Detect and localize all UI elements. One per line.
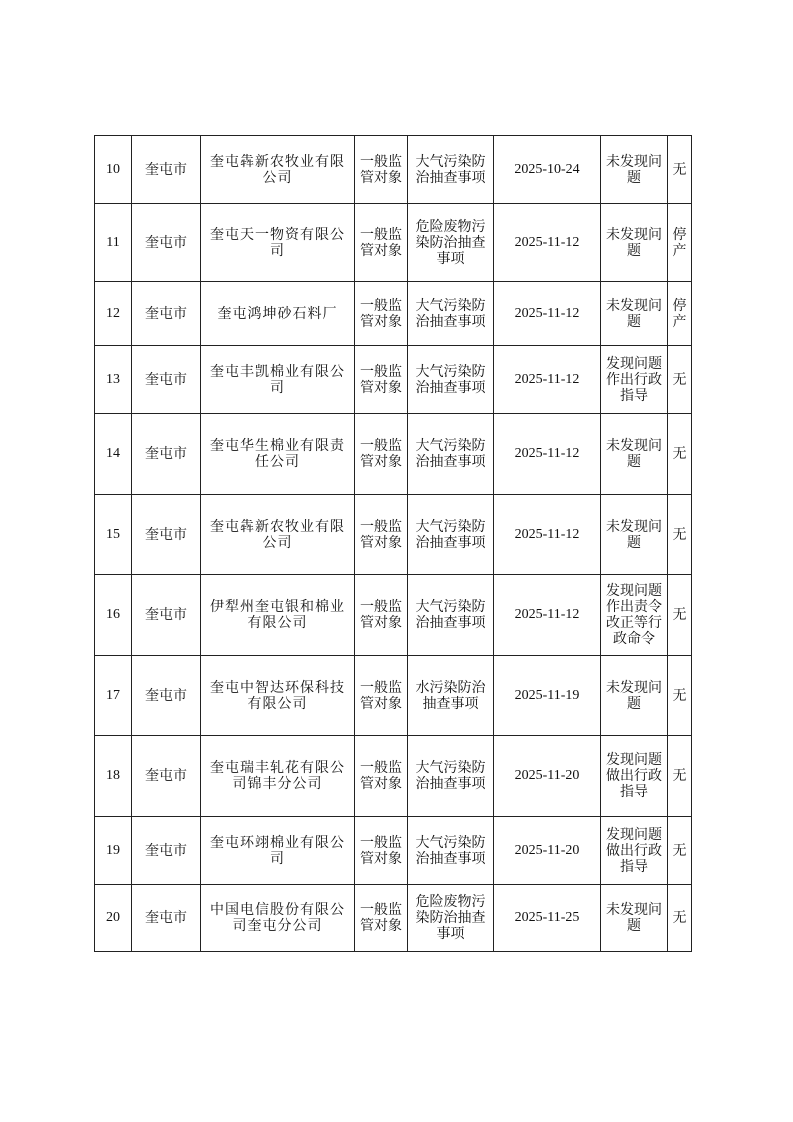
inspection-date-cell: 2025-11-12 bbox=[494, 575, 601, 656]
row-number: 12 bbox=[95, 282, 132, 346]
inspection-item-cell: 大气污染防治抽查事项 bbox=[408, 817, 494, 885]
supervision-object-cell: 一般监管对象 bbox=[355, 495, 408, 575]
row-number: 10 bbox=[95, 136, 132, 204]
row-number: 13 bbox=[95, 346, 132, 414]
table-row bbox=[95, 885, 692, 952]
remark-cell: 无 bbox=[668, 414, 692, 495]
inspection-date-cell: 2025-11-19 bbox=[494, 656, 601, 736]
row-number: 11 bbox=[95, 204, 132, 282]
table-row bbox=[95, 414, 692, 495]
remark-cell: 无 bbox=[668, 817, 692, 885]
city-cell: 奎屯市 bbox=[132, 204, 201, 282]
inspection-result-cell: 发现问题做出行政指导 bbox=[601, 817, 668, 885]
supervision-object-cell: 一般监管对象 bbox=[355, 575, 408, 656]
row-number: 14 bbox=[95, 414, 132, 495]
inspection-item-cell: 大气污染防治抽查事项 bbox=[408, 414, 494, 495]
inspection-item-cell: 危险废物污染防治抽查事项 bbox=[408, 204, 494, 282]
inspection-result-cell: 未发现问题 bbox=[601, 656, 668, 736]
remark-cell: 无 bbox=[668, 495, 692, 575]
company-name-cell: 奎屯环翊棉业有限公司 bbox=[201, 817, 355, 885]
supervision-object-cell: 一般监管对象 bbox=[355, 736, 408, 817]
city-cell: 奎屯市 bbox=[132, 575, 201, 656]
inspection-date-cell: 2025-11-12 bbox=[494, 204, 601, 282]
company-name-cell: 奎屯犇新农牧业有限公司 bbox=[201, 136, 355, 204]
table-row bbox=[95, 656, 692, 736]
remark-cell: 无 bbox=[668, 736, 692, 817]
inspection-item-cell: 危险废物污染防治抽查事项 bbox=[408, 885, 494, 952]
inspection-date-cell: 2025-11-12 bbox=[494, 282, 601, 346]
table-row bbox=[95, 346, 692, 414]
company-name-cell: 奎屯犇新农牧业有限公司 bbox=[201, 495, 355, 575]
supervision-object-cell: 一般监管对象 bbox=[355, 204, 408, 282]
row-number: 15 bbox=[95, 495, 132, 575]
inspection-item-cell: 大气污染防治抽查事项 bbox=[408, 575, 494, 656]
supervision-object-cell: 一般监管对象 bbox=[355, 282, 408, 346]
supervision-object-cell: 一般监管对象 bbox=[355, 885, 408, 952]
inspection-table bbox=[94, 135, 692, 952]
inspection-result-cell: 未发现问题 bbox=[601, 414, 668, 495]
supervision-object-cell: 一般监管对象 bbox=[355, 817, 408, 885]
supervision-object-cell: 一般监管对象 bbox=[355, 414, 408, 495]
inspection-result-cell: 未发现问题 bbox=[601, 282, 668, 346]
inspection-item-cell: 大气污染防治抽查事项 bbox=[408, 736, 494, 817]
company-name-cell: 奎屯天一物资有限公司 bbox=[201, 204, 355, 282]
city-cell: 奎屯市 bbox=[132, 736, 201, 817]
inspection-result-cell: 发现问题作出行政指导 bbox=[601, 346, 668, 414]
company-name-cell: 中国电信股份有限公司奎屯分公司 bbox=[201, 885, 355, 952]
city-cell: 奎屯市 bbox=[132, 282, 201, 346]
inspection-result-cell: 未发现问题 bbox=[601, 885, 668, 952]
inspection-date-cell: 2025-11-20 bbox=[494, 736, 601, 817]
table-row bbox=[95, 282, 692, 346]
inspection-date-cell: 2025-11-12 bbox=[494, 495, 601, 575]
table-row bbox=[95, 817, 692, 885]
company-name-cell: 奎屯瑞丰轧花有限公司锦丰分公司 bbox=[201, 736, 355, 817]
table-row bbox=[95, 204, 692, 282]
row-number: 17 bbox=[95, 656, 132, 736]
company-name-cell: 伊犁州奎屯银和棉业有限公司 bbox=[201, 575, 355, 656]
company-name-cell: 奎屯鸿坤砂石料厂 bbox=[201, 282, 355, 346]
company-name-cell: 奎屯华生棉业有限责任公司 bbox=[201, 414, 355, 495]
company-name-cell: 奎屯丰凯棉业有限公司 bbox=[201, 346, 355, 414]
inspection-date-cell: 2025-11-12 bbox=[494, 414, 601, 495]
row-number: 18 bbox=[95, 736, 132, 817]
remark-cell: 停产 bbox=[668, 282, 692, 346]
remark-cell: 无 bbox=[668, 575, 692, 656]
inspection-result-cell: 发现问题作出责令改正等行政命令 bbox=[601, 575, 668, 656]
inspection-result-cell: 未发现问题 bbox=[601, 136, 668, 204]
inspection-item-cell: 大气污染防治抽查事项 bbox=[408, 495, 494, 575]
row-number: 19 bbox=[95, 817, 132, 885]
row-number: 16 bbox=[95, 575, 132, 656]
remark-cell: 无 bbox=[668, 656, 692, 736]
inspection-result-cell: 未发现问题 bbox=[601, 495, 668, 575]
supervision-object-cell: 一般监管对象 bbox=[355, 136, 408, 204]
table-row bbox=[95, 136, 692, 204]
table-row bbox=[95, 575, 692, 656]
company-name-cell: 奎屯中智达环保科技有限公司 bbox=[201, 656, 355, 736]
supervision-object-cell: 一般监管对象 bbox=[355, 346, 408, 414]
inspection-item-cell: 大气污染防治抽查事项 bbox=[408, 346, 494, 414]
inspection-date-cell: 2025-10-24 bbox=[494, 136, 601, 204]
remark-cell: 无 bbox=[668, 136, 692, 204]
row-number: 20 bbox=[95, 885, 132, 952]
inspection-date-cell: 2025-11-12 bbox=[494, 346, 601, 414]
inspection-date-cell: 2025-11-20 bbox=[494, 817, 601, 885]
inspection-result-cell: 未发现问题 bbox=[601, 204, 668, 282]
city-cell: 奎屯市 bbox=[132, 656, 201, 736]
city-cell: 奎屯市 bbox=[132, 817, 201, 885]
inspection-result-cell: 发现问题做出行政指导 bbox=[601, 736, 668, 817]
remark-cell: 无 bbox=[668, 346, 692, 414]
table-row bbox=[95, 495, 692, 575]
city-cell: 奎屯市 bbox=[132, 346, 201, 414]
city-cell: 奎屯市 bbox=[132, 414, 201, 495]
inspection-item-cell: 大气污染防治抽查事项 bbox=[408, 136, 494, 204]
inspection-item-cell: 水污染防治抽查事项 bbox=[408, 656, 494, 736]
city-cell: 奎屯市 bbox=[132, 885, 201, 952]
city-cell: 奎屯市 bbox=[132, 495, 201, 575]
remark-cell: 停产 bbox=[668, 204, 692, 282]
city-cell: 奎屯市 bbox=[132, 136, 201, 204]
supervision-object-cell: 一般监管对象 bbox=[355, 656, 408, 736]
inspection-date-cell: 2025-11-25 bbox=[494, 885, 601, 952]
inspection-item-cell: 大气污染防治抽查事项 bbox=[408, 282, 494, 346]
remark-cell: 无 bbox=[668, 885, 692, 952]
table-row bbox=[95, 736, 692, 817]
